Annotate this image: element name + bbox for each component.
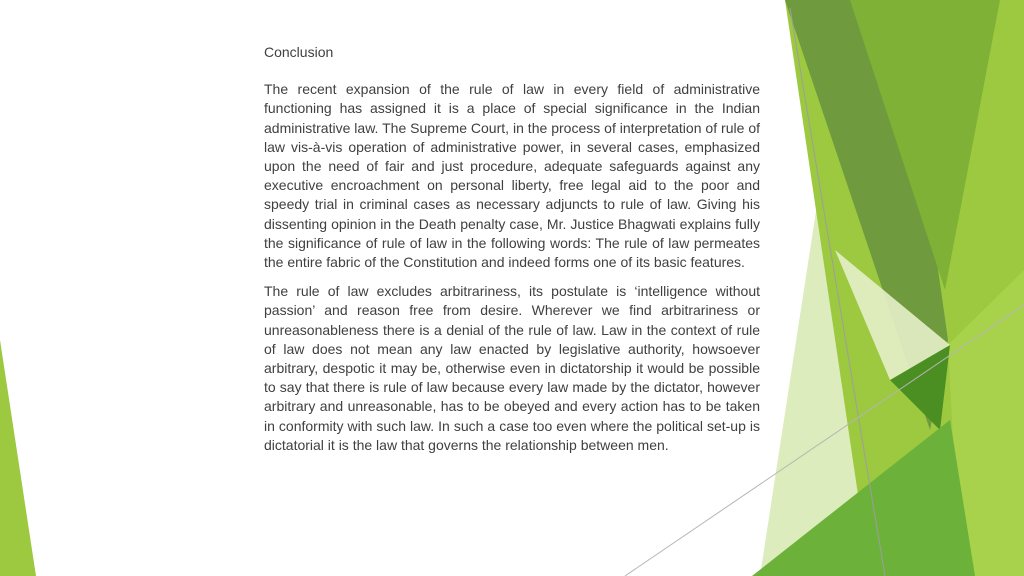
paragraph-2: The rule of law excludes arbitrariness, its postulate is ‘intelligence without passion’ and reason free from desire. Wherever we find arbitrariness or unreasonableness there is a denial of the rule of law. Law in the context of rule of law does not mean any law enacted by legislative authority, howsoever arbitrary, despotic it may be, otherwise even in dictatorship it would be possible to say that there is rule of law because every law made by the dictator, however arbitrary and unreasonable, has to be obeyed and every action has to be taken in conformity with such law. In such a case too even where the political set-up is dictatorial it is the law that governs the relationship between men. <box>264 283 760 453</box>
paragraph-1: The recent expansion of the rule of law in every field of administrative functioning has assigned it is a place of special significance in the Indian administrative law. The Supreme Court, in the process of interpretation of rule of law vis-à-vis operation of administrative power, in several cases, emphasized upon the need of fair and just procedure, adequate safeguards against any executive encroachment on personal liberty, free legal aid to the poor and speedy trial in criminal cases as necessary adjuncts to rule of law. Giving his dissenting opinion in the Death penalty case, Mr. Justice Bhagwati explains fully the significance of rule of law in the following words: The rule of law permeates the entire fabric of the Constitution and indeed forms one of its basic features. <box>264 81 760 271</box>
slide-heading: Conclusion <box>264 44 334 60</box>
left-green-shape <box>0 340 36 576</box>
text-content <box>264 43 760 465</box>
